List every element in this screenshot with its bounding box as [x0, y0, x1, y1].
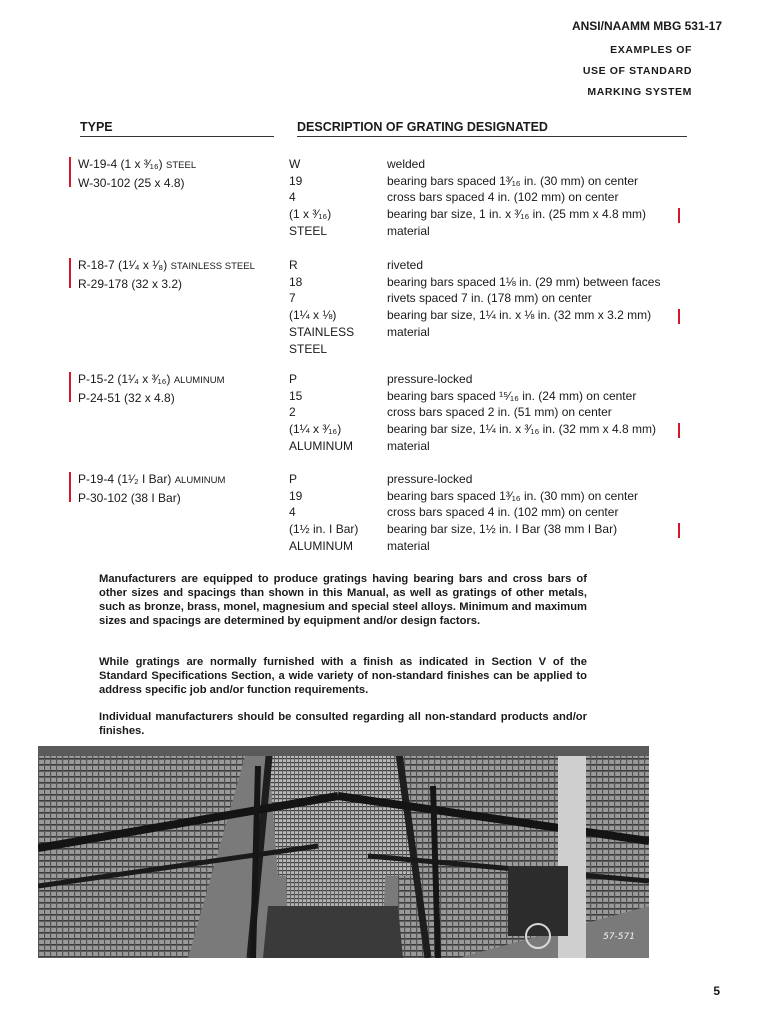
description-item: cross bars spaced 2 in. (51 mm) on center	[387, 405, 612, 420]
description-item: bearing bars spaced ¹⁵⁄₁₆ in. (24 mm) on center	[387, 388, 637, 403]
code-item: STEEL	[289, 223, 328, 238]
code-item: 7	[289, 291, 296, 306]
type-code: P-19-4 (1¹⁄₂ I Bar)	[78, 472, 172, 486]
code-item: 4	[289, 505, 296, 520]
page-number: 5	[713, 984, 720, 998]
type-code: W-19-4 (1 x ³⁄₁₆)	[78, 157, 163, 171]
description-item: rivets spaced 7 in. (178 mm) on center	[387, 291, 592, 306]
type-designation	[78, 471, 225, 506]
document-id: ANSI/NAAMM MBG 531-17	[571, 19, 722, 33]
description-item: bearing bars spaced 1³⁄₁₆ in. (30 mm) on center	[387, 488, 639, 503]
type-metric-code: P-30-102 (38 I Bar)	[78, 490, 181, 505]
header-line-2: USE OF STANDARD	[582, 65, 692, 77]
description-item: bearing bars spaced 1³⁄₁₆ in. (30 mm) on center	[387, 173, 639, 188]
type-metric-code: W-30-102 (25 x 4.8)	[78, 175, 185, 190]
change-bar	[678, 309, 680, 324]
grating-stair-photo	[38, 746, 649, 958]
change-bar	[678, 423, 680, 438]
code-item: 19	[289, 173, 303, 188]
code-list	[289, 371, 353, 455]
code-list	[289, 156, 331, 240]
description-item: material	[387, 223, 430, 238]
paragraph-other-sizes: Manufacturers are equipped to produce gratings having bearing bars and cross bars of other sizes and spacings than shown in this Manual, as well as gratings of other metals, such as bronze, brass, monel, magnesium and special steel alloys. Minimum and maximum sizes and spacings are determined by equipment and/or design factors.	[99, 573, 587, 627]
type-designation	[78, 156, 196, 191]
code-item: 19	[289, 488, 303, 503]
description-item: pressure-locked	[387, 372, 473, 386]
code-item: P	[289, 472, 298, 486]
change-bar	[678, 523, 680, 538]
description-item: bearing bar size, 1¼ in. x ³⁄₁₆ in. (32 mm x 4.8 mm)	[387, 422, 656, 437]
description-item: cross bars spaced 4 in. (102 mm) on center	[387, 505, 619, 520]
description-item: material	[387, 438, 430, 453]
code-item: ALUMINUM	[289, 538, 354, 553]
description-item: cross bars spaced 4 in. (102 mm) on center	[387, 190, 619, 205]
code-list	[289, 471, 358, 555]
code-item: ALUMINUM	[289, 438, 354, 453]
description-item: bearing bar size, 1¼ in. x ⅛ in. (32 mm x 3.2 mm)	[387, 308, 652, 323]
type-material: ALUMINUM	[173, 375, 225, 386]
description-item: welded	[387, 157, 426, 171]
code-item: STEEL	[289, 341, 328, 356]
paragraph-finishes: While gratings are normally furnished with a finish as indicated in Section V of the Standard Specifications Section, a wide variety of non-standard finishes can be applied to address specific job and/or function requirements.	[99, 656, 587, 696]
description-item: pressure-locked	[387, 472, 473, 486]
type-material: STAINLESS STEEL	[170, 261, 255, 272]
change-bar	[678, 208, 680, 223]
description-item: riveted	[387, 258, 424, 272]
description-item: material	[387, 324, 430, 339]
change-bar	[69, 258, 71, 288]
type-code: P-15-2 (1¹⁄₄ x ³⁄₁₆)	[78, 372, 171, 386]
type-column-heading: TYPE	[80, 120, 274, 137]
description-item: bearing bar size, 1 in. x ³⁄₁₆ in. (25 mm x 4.8 mm)	[387, 207, 646, 222]
type-material: STEEL	[166, 160, 197, 171]
description-column-heading: DESCRIPTION OF GRATING DESIGNATED	[297, 120, 687, 137]
type-metric-code: R-29-178 (32 x 3.2)	[78, 276, 183, 291]
code-item: (1¼ x ³⁄₁₆)	[289, 422, 342, 437]
code-item: 18	[289, 274, 303, 289]
type-code: R-18-7 (1¹⁄₄ x ¹⁄₈)	[78, 258, 168, 272]
description-list	[387, 156, 646, 240]
header-line-1: EXAMPLES OF	[610, 44, 692, 56]
type-metric-code: P-24-51 (32 x 4.8)	[78, 390, 175, 405]
paragraph-consult: Individual manufacturers should be consulted regarding all non-standard products and/or finishes.	[99, 711, 587, 737]
description-list	[387, 371, 656, 455]
code-item: 15	[289, 388, 303, 403]
change-bar	[69, 372, 71, 402]
photo-illustration	[38, 746, 649, 958]
description-item: bearing bars spaced 1⅛ in. (29 mm) between faces	[387, 274, 661, 289]
description-list	[387, 471, 638, 555]
code-item: W	[289, 157, 301, 171]
description-item: bearing bar size, 1½ in. I Bar (38 mm I Bar)	[387, 522, 618, 537]
code-item: (1¼ x ⅛)	[289, 308, 337, 323]
header-line-3: MARKING SYSTEM	[587, 86, 692, 98]
code-list	[289, 257, 354, 357]
type-designation	[78, 257, 255, 292]
change-bar	[69, 472, 71, 502]
code-item: P	[289, 372, 298, 386]
code-item: (1 x ³⁄₁₆)	[289, 207, 332, 222]
photo-id-label: 57-571	[603, 932, 635, 942]
code-item: R	[289, 258, 298, 272]
code-item: (1½ in. I Bar)	[289, 522, 359, 537]
type-designation	[78, 371, 225, 406]
change-bar	[69, 157, 71, 187]
description-list	[387, 257, 660, 341]
type-material: ALUMINUM	[174, 475, 226, 486]
code-item: STAINLESS	[289, 324, 355, 339]
code-item: 2	[289, 405, 296, 420]
description-item: material	[387, 538, 430, 553]
code-item: 4	[289, 190, 296, 205]
